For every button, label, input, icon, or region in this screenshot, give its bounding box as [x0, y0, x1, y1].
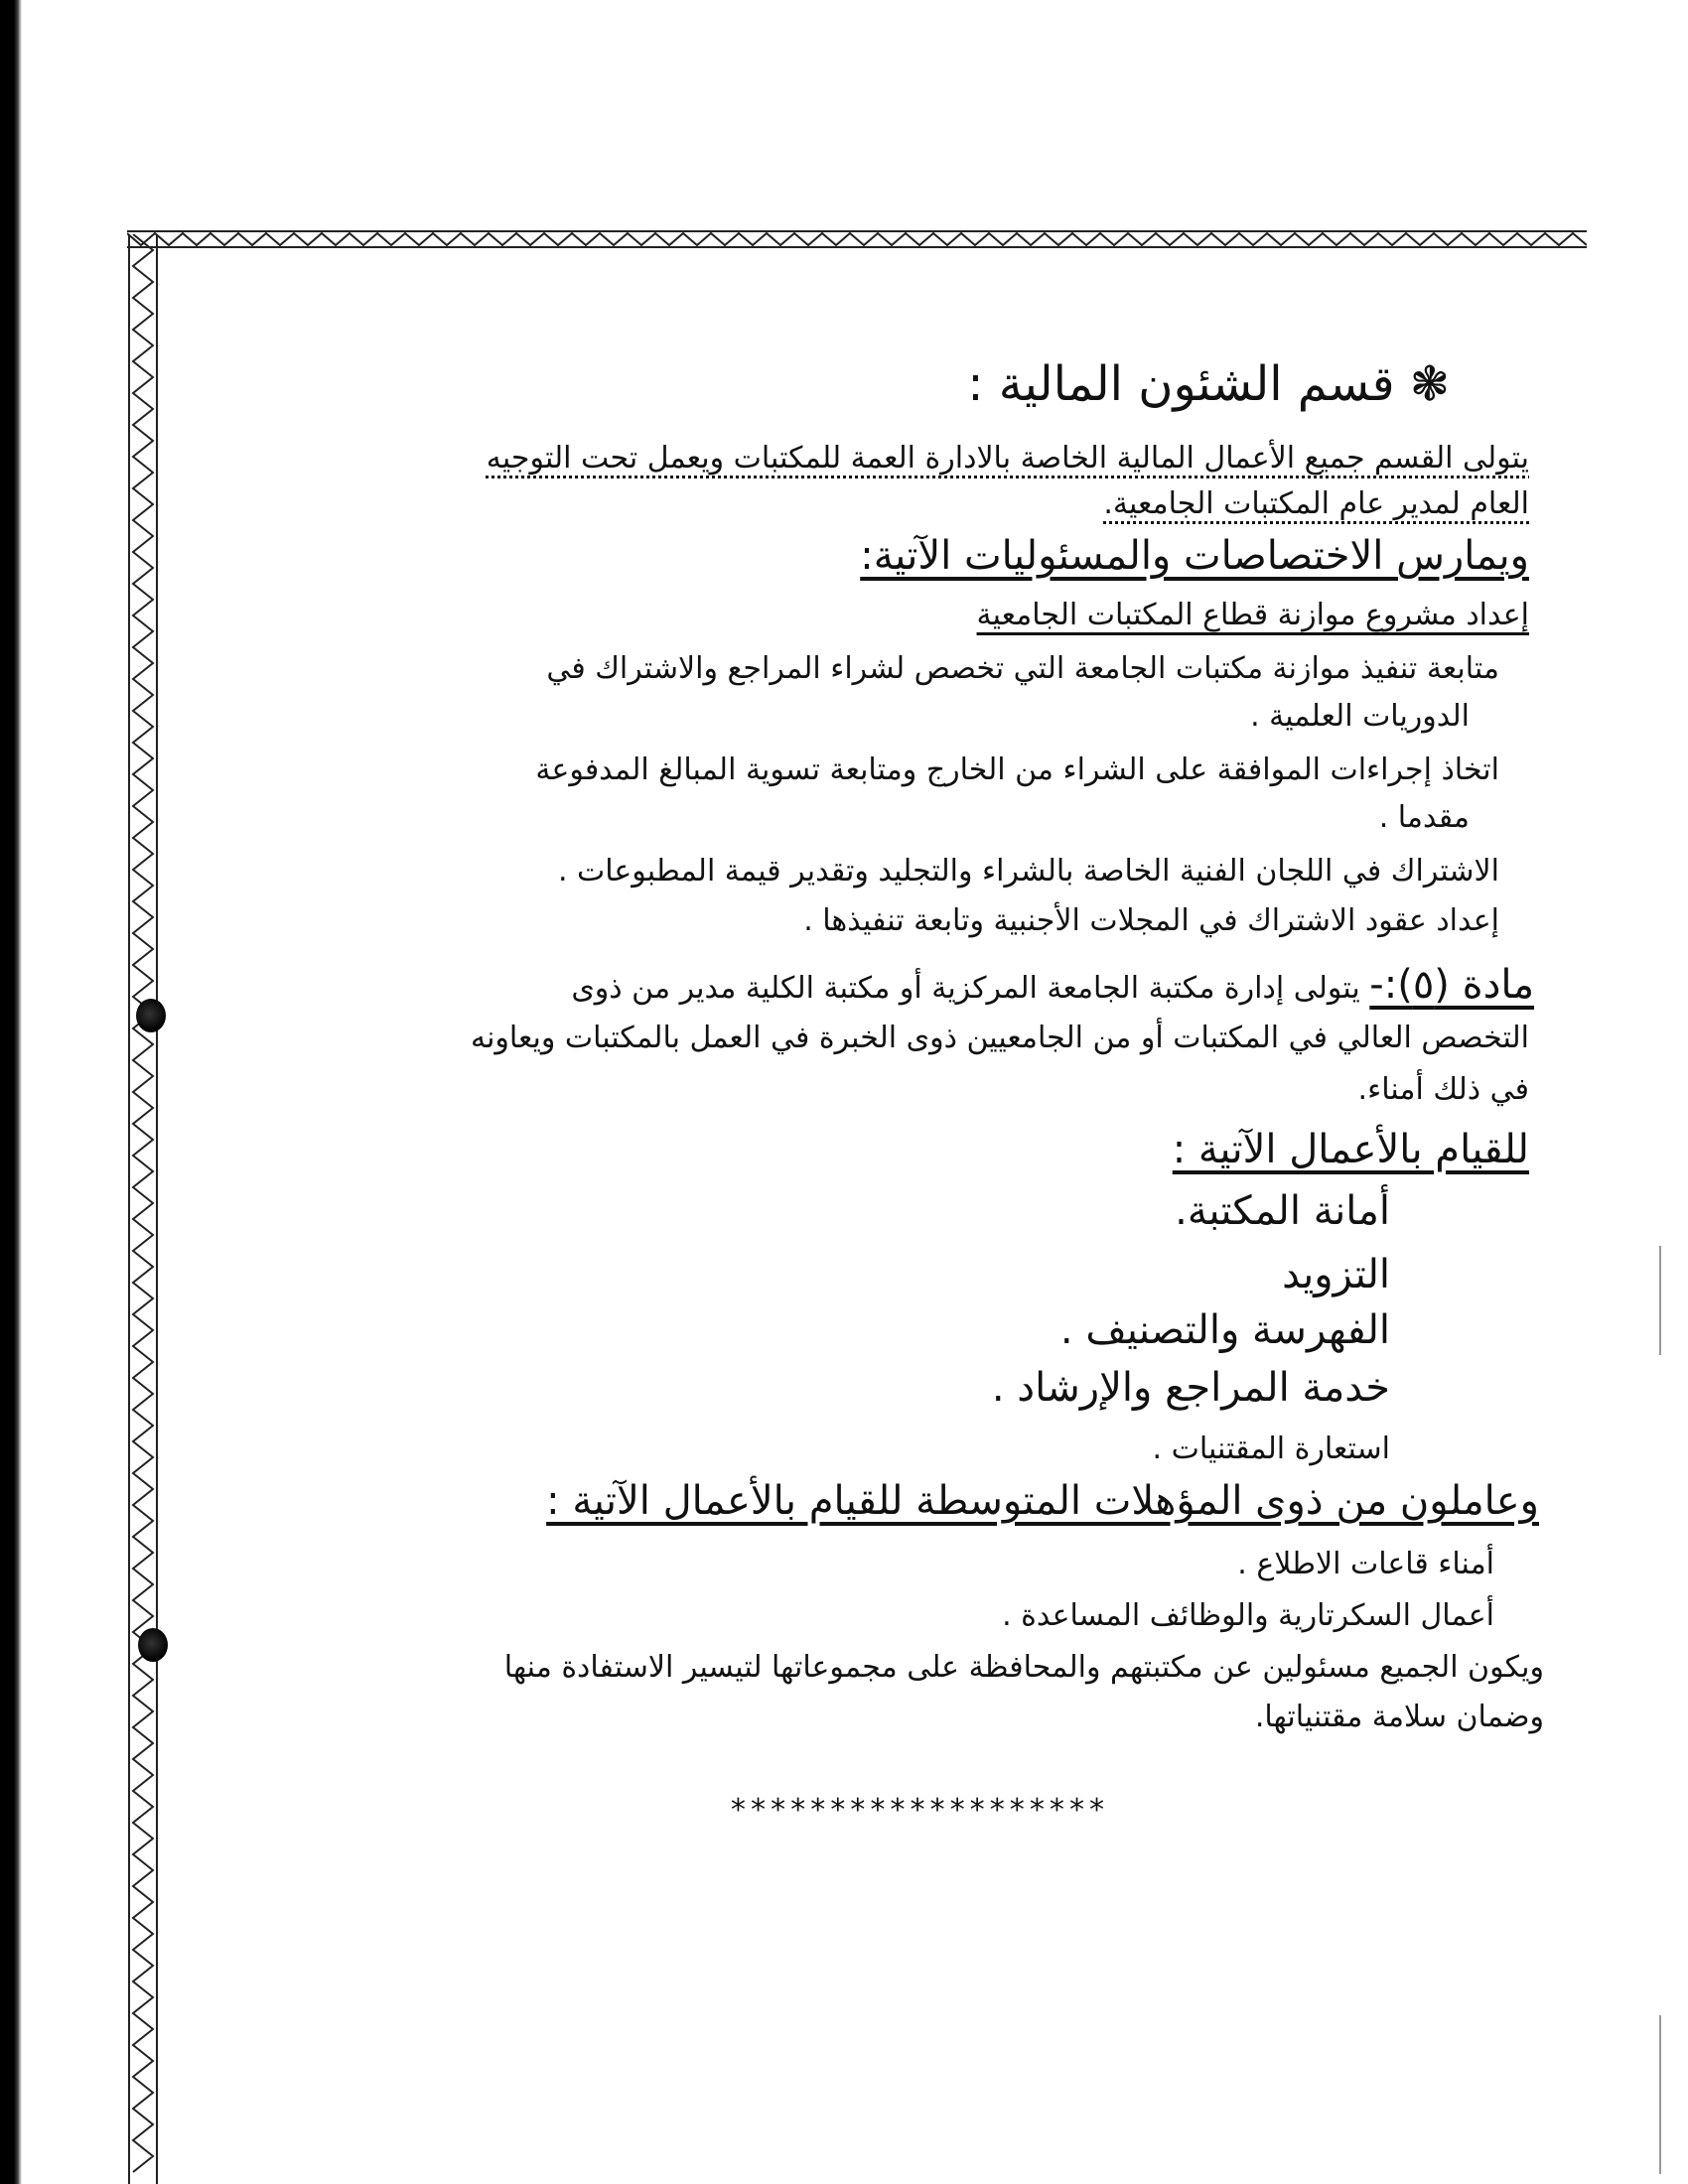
- duties-heading: ويمارس الاختصاصات والمسئوليات الآتية:: [860, 533, 1529, 579]
- page-title: ❃ قسم الشئون المالية :: [967, 356, 1450, 412]
- intro-line-2: العام لمدير عام المكتبات الجامعية.: [1103, 486, 1529, 521]
- decorative-border-left: [125, 234, 161, 2184]
- decorative-border-top: [127, 228, 1587, 250]
- workers-task-item: أعمال السكرتارية والوظائف المساعدة .: [1002, 1598, 1494, 1633]
- scan-artifact-right-lower: [1659, 2015, 1661, 2174]
- workers-heading: وعاملون من ذوى المؤهلات المتوسطة للقيام بالأعمال الآتية :: [546, 1478, 1539, 1524]
- task-item: استعارة المقتنيات .: [1152, 1432, 1390, 1466]
- task-item: خدمة المراجع والإرشاد .: [991, 1365, 1390, 1411]
- task-item: الفهرسة والتصنيف .: [1059, 1307, 1390, 1353]
- duty-item: إعداد عقود الاشتراك في المجلات الأجنبية وتابعة تنفيذها .: [803, 903, 1499, 938]
- duty-item: اتخاذ إجراءات الموافقة على الشراء من الخارج ومتابعة تسوية المبالغ المدفوعة: [535, 752, 1499, 787]
- article-text: يتولى إدارة مكتبة الجامعة المركزية أو مكتبة الكلية مدير من ذوى: [571, 971, 1360, 1006]
- snowflake-bullet-icon: ❃: [1394, 356, 1450, 412]
- article-line-1: [571, 963, 1534, 1011]
- closing-line-1: ويكون الجميع مسئولين عن مكتبتهم والمحافظة على مجموعاتها لتيسير الاستفادة منها: [503, 1650, 1544, 1685]
- scan-artifact-right-upper: [1659, 1246, 1661, 1355]
- separator-stars: *******************: [729, 1793, 1108, 1828]
- duty-item: الاشتراك في اللجان الفنية الخاصة بالشراء والتجليد وتقدير قيمة المطبوعات .: [557, 854, 1499, 888]
- duty-item: الدوريات العلمية .: [1250, 699, 1470, 734]
- task-item: التزويد: [1282, 1252, 1390, 1297]
- closing-line-2: وضمان سلامة مقتنياتها.: [1254, 1700, 1544, 1734]
- article-label: مادة (٥):-: [1369, 962, 1534, 1008]
- duty-item: مقدما .: [1378, 800, 1470, 835]
- scan-dark-edge: [0, 0, 22, 2184]
- duty-item: إعداد مشروع موازنة قطاع المكتبات الجامعية: [976, 598, 1529, 632]
- article-line-3: في ذلك أمناء.: [1357, 1072, 1529, 1107]
- task-item: أمانة المكتبة.: [1175, 1188, 1390, 1234]
- tasks-heading: للقيام بالأعمال الآتية :: [1172, 1127, 1529, 1172]
- article-line-2: التخصص العالي في المكتبات أو من الجامعيين ذوى الخبرة في العمل بالمكتبات ويعاونه: [471, 1021, 1529, 1055]
- workers-task-item: أمناء قاعات الاطلاع .: [1237, 1547, 1494, 1581]
- binder-hole-lower: [138, 1628, 168, 1662]
- intro-line-1: يتولى القسم جميع الأعمال المالية الخاصة بالادارة العمة للمكتبات ويعمل تحت التوجيه: [486, 441, 1529, 476]
- duty-item: متابعة تنفيذ موازنة مكتبات الجامعة التي تخصص لشراء المراجع والاشتراك في: [546, 651, 1499, 686]
- binder-hole-upper: [136, 999, 166, 1032]
